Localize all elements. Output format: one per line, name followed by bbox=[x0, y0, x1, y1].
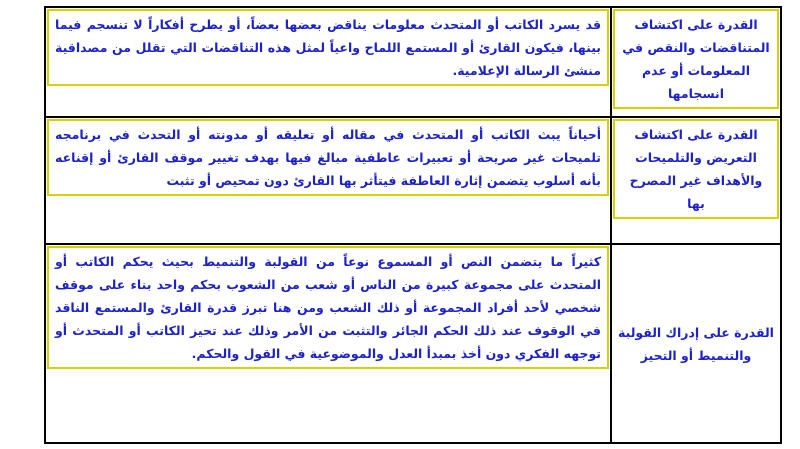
description-cell bbox=[45, 244, 611, 443]
criterion-cell bbox=[611, 7, 781, 117]
description-text: أحياناً يبث الكاتب أو المتحدث في مقاله أو تعليقه أو مدونته أو التحدث في برنامجه تلميحات غير صريحة أو تعبيرات عاطفية مبالغ فيها بهدف تغيير موقف القارئ أو إقناعه بأنه أسلوب يتضمن إثارة العاطفة فيتأثر بها القارئ دون تمحيص أو تثبت bbox=[47, 119, 609, 196]
criterion-cell bbox=[611, 244, 781, 443]
table-row bbox=[45, 7, 781, 117]
criterion-text: القدرة على اكتشاف التعريض والتلميحات والأهداف غير المصرح بها bbox=[613, 119, 779, 219]
description-cell bbox=[45, 7, 611, 117]
criterion-text: القدرة على إدراك القولبة والتنميط أو التحيز bbox=[618, 324, 774, 363]
criteria-table bbox=[44, 6, 782, 444]
description-text: قد يسرد الكاتب أو المتحدث معلومات يناقض بعضها بعضاً، أو يطرح أفكاراً لا تنسجم فيما بينها، فيكون القارئ أو المستمع اللماح واعياً لمثل هذه التناقضات التي تقلل من مصداقية منشئ الرسالة الإعلامية. bbox=[47, 9, 609, 86]
table-row bbox=[45, 244, 781, 443]
table-row bbox=[45, 117, 781, 244]
description-cell bbox=[45, 117, 611, 244]
criterion-text: القدرة على اكتشاف المتناقضات والنقص في المعلومات أو عدم انسجامها bbox=[613, 9, 779, 109]
description-text: كثيراً ما يتضمن النص أو المسموع نوعاً من القولبة والتنميط بحيث يحكم الكاتب أو المتحدث على مجموعة كبيرة من الناس أو شعب من الشعوب بحكم واحد بناء على موقف شخصي لأحد أفراد المجموعة أو ذلك الشعب ومن هنا تبرز قدرة القارئ والمستمع الناقد في الوقوف عند ذلك الحكم الجائر والتثبت من الأمر وذلك عند تحيز الكاتب أو المتحدث أو توجهه الفكري دون أخذ بمبدأ العدل والموضوعية في القول والحكم. bbox=[47, 246, 609, 369]
criterion-cell bbox=[611, 117, 781, 244]
